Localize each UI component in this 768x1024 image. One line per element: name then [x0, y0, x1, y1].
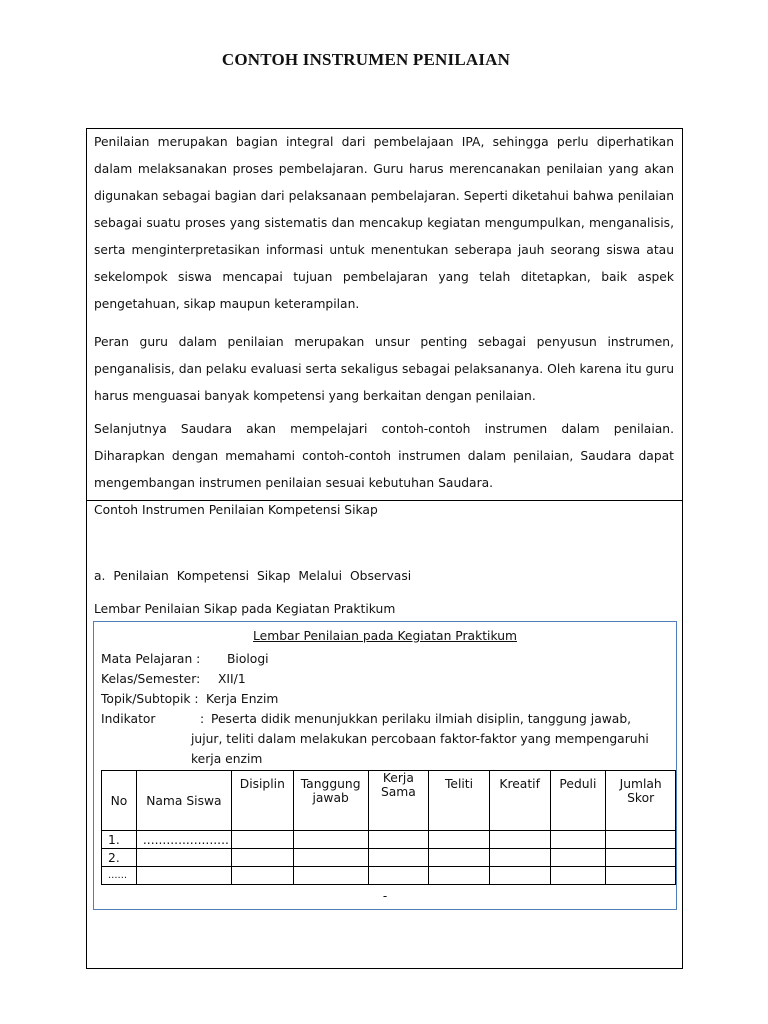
cell-score [489, 849, 550, 867]
cell-score [489, 867, 550, 885]
cell-score [293, 867, 368, 885]
document-frame [86, 128, 683, 969]
indikator-line-1: Peserta didik menunjukkan perilaku ilmiah disiplin, tanggung jawab, [211, 712, 632, 726]
assessment-table [101, 770, 676, 885]
section-item-a: a. Penilaian Kompetensi Sikap Melalui Observasi [94, 569, 412, 583]
cell-score [293, 849, 368, 867]
form-title: Lembar Penilaian pada Kegiatan Praktikum [253, 629, 517, 643]
indikator-colon: : [200, 712, 205, 726]
page-title: CONTOH INSTRUMEN PENILAIAN [221, 50, 511, 69]
table-header-row [102, 771, 676, 831]
cell-score [231, 867, 293, 885]
header-jumlah-skor: Jumlah Skor [606, 771, 676, 831]
assessment-form [93, 621, 677, 910]
header-peduli: Peduli [550, 771, 606, 831]
mapel-value: Biologi [227, 652, 269, 666]
cell-score [606, 831, 676, 849]
cell-score [231, 831, 293, 849]
indikator-row [94, 712, 676, 728]
kelas-row [94, 672, 676, 688]
cell-no: 2. [102, 849, 137, 867]
cell-no: ...... [102, 867, 137, 885]
header-no: No [102, 771, 137, 831]
topik-value: Kerja Enzim [206, 692, 279, 706]
cell-no: 1. [102, 831, 137, 849]
cell-score [293, 831, 368, 849]
cell-score [429, 849, 490, 867]
cell-score [429, 831, 490, 849]
cell-nama: ...................... [136, 831, 231, 849]
table-row [102, 831, 676, 849]
indikator-line-2: jujur, teliti dalam melakukan percobaan faktor-faktor yang mempengaruhi [191, 732, 649, 746]
intro-paragraph-3: Selanjutnya Saudara akan mempelajari contoh-contoh instrumen dalam penilaian. Diharapkan dengan memahami contoh-contoh instrumen dalam penilaian, Saudara dapat mengembangan instrumen penilaian sesuai kebutuhan Saudara. [94, 422, 674, 490]
cell-nama [136, 849, 231, 867]
form-dash: - [382, 889, 388, 903]
header-kreatif: Kreatif [489, 771, 550, 831]
cell-score [606, 849, 676, 867]
kelas-value: XII/1 [218, 672, 246, 686]
cell-nama [136, 867, 231, 885]
header-nama-siswa: Nama Siswa [136, 771, 231, 831]
intro-box [87, 129, 682, 501]
header-teliti: Teliti [429, 771, 490, 831]
cell-score [550, 831, 606, 849]
section-title: Contoh Instrumen Penilaian Kompetensi Sikap [94, 503, 378, 517]
indikator-line-3: kerja enzim [191, 752, 263, 766]
kelas-label: Kelas/Semester: [101, 672, 201, 686]
indikator-label: Indikator [101, 712, 156, 726]
topik-row [94, 692, 676, 708]
cell-score [368, 867, 429, 885]
mapel-row [94, 652, 676, 668]
mapel-label: Mata Pelajaran : [101, 652, 201, 666]
cell-score [550, 849, 606, 867]
intro-paragraph-2: Peran guru dalam penilaian merupakan unsur penting sebagai penyusun instrumen, penganalisis, dan pelaku evaluasi serta sekaligus sebagai pelaksananya. Oleh karena itu guru harus menguasai banyak kompetensi yang berkaitan dengan penilaian. [94, 335, 674, 403]
header-kerja-sama: Kerja Sama [368, 771, 429, 831]
cell-score [489, 831, 550, 849]
cell-score [368, 831, 429, 849]
header-disiplin: Disiplin [231, 771, 293, 831]
header-tanggung-jawab: Tanggung jawab [293, 771, 368, 831]
topik-label: Topik/Subtopik : [101, 692, 199, 706]
section-lembar-label: Lembar Penilaian Sikap pada Kegiatan Praktikum [94, 602, 396, 616]
cell-score [429, 867, 490, 885]
table-row [102, 867, 676, 885]
cell-score [606, 867, 676, 885]
table-row [102, 849, 676, 867]
cell-score [231, 849, 293, 867]
cell-score [368, 849, 429, 867]
cell-score [550, 867, 606, 885]
intro-paragraph-1: Penilaian merupakan bagian integral dari pembelajaan IPA, sehingga perlu diperhatikan dalam melaksanakan proses pembelajaran. Guru harus merencanakan penilaian yang akan digunakan sebagai bagian dari pelaksanaan pembelajaran. Seperti diketahui bahwa penilaian sebagai suatu proses yang sistematis dan mencakup kegiatan mengumpulkan, menganalisis, serta menginterpretasikan informasi untuk menentukan seberapa jauh seorang siswa atau sekelompok siswa mencapai tujuan pembelajaran yang telah ditetapkan, baik aspek pengetahuan, sikap maupun keterampilan. [94, 135, 674, 311]
